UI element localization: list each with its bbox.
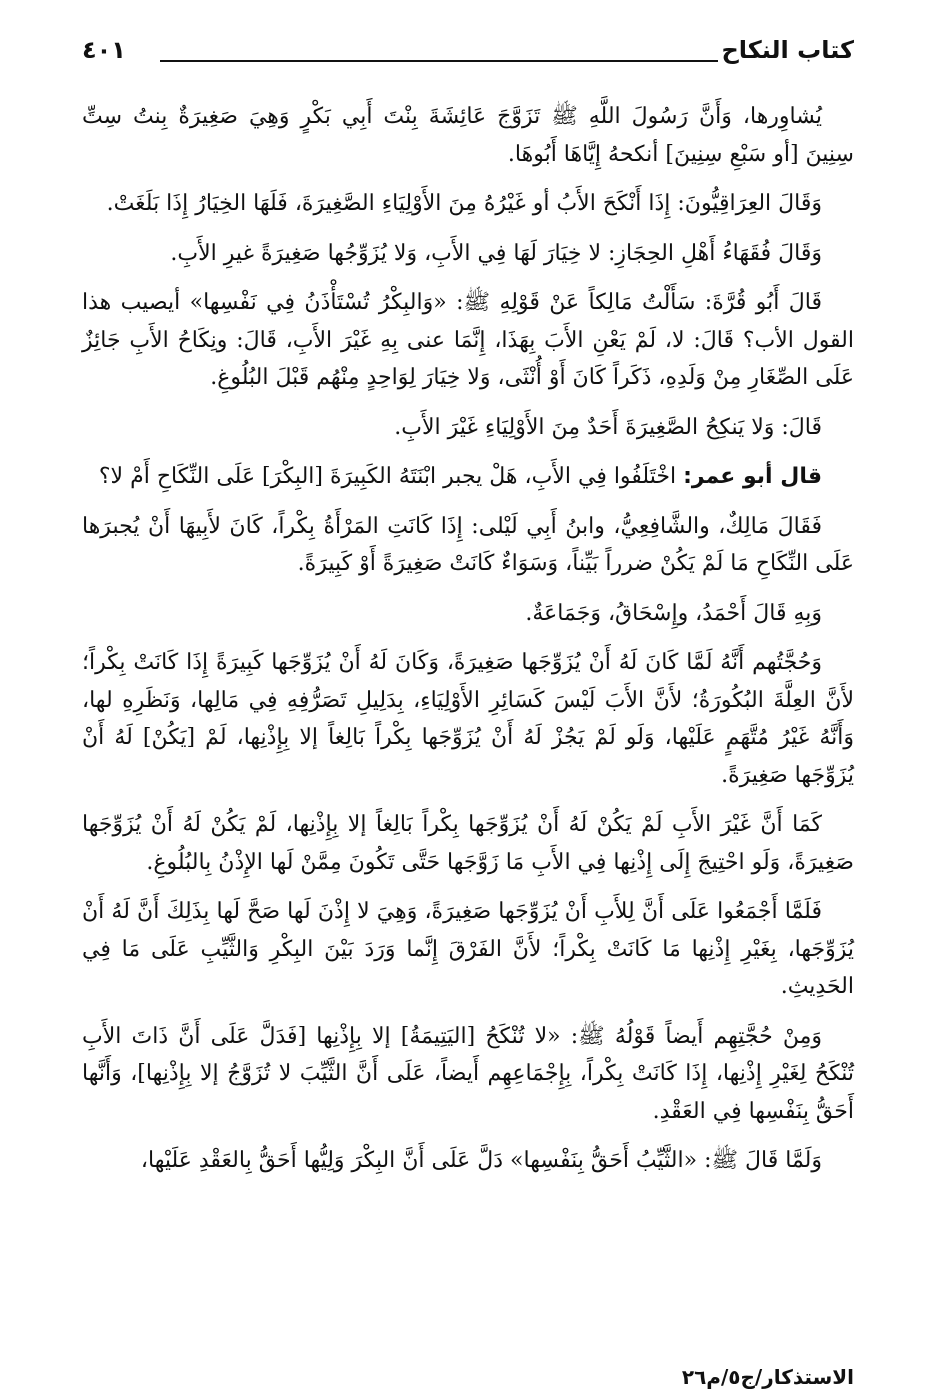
- paragraph-text: قَالَ أَبُو قُرَّةَ: سَأَلْتُ مَالِكاً عَنْ قَوْلِهِ ﷺ: «وَالبِكْرُ تُسْتَأْذَنُ فِي نَفْسِها» أيصيب هذا القول الأب؟ قَالَ: لا، لَمْ يَعْنِ الأَبَ بِهَذَا، إِنَّمَا عنى بِهِ غَيْرَ الأَبِ، قَالَ: ونِكَاحُ الأَبِ جَائِزٌ عَلَى الصِّغَارِ مِنْ وَلَدِهِ، ذَكَراً كَانَ أَوْ أُنْثَى، وَلا خِيَارَ لِوَاحِدٍ مِنْهُم قَبْلَ البُلُوغِ.: [82, 290, 854, 390]
- chapter-title: كتاب النكاح: [721, 36, 854, 64]
- paragraph: [82, 98, 854, 173]
- paragraph: [82, 508, 854, 583]
- body-text: [82, 98, 854, 1192]
- paragraph: [82, 1018, 854, 1131]
- paragraph: [82, 644, 854, 794]
- paragraph-text: اخْتَلَفُوا فِي الأَبِ، هَلْ يجبر ابْنَتَهُ الكَبِيرَةَ [البِكْرَ] عَلَى النِّكَاحِ أَمْ لا؟: [98, 464, 684, 489]
- paragraph: [82, 458, 854, 496]
- paragraph: [82, 409, 854, 447]
- paragraph: [82, 1142, 854, 1180]
- paragraph: [82, 806, 854, 881]
- paragraph-text: وَبِهِ قَالَ أَحْمَدُ، وإِسْحَاقُ، وَجَمَاعَةٌ.: [525, 600, 822, 626]
- paragraph-text: وَلَمَّا قَالَ ﷺ: «الثَّيِّبُ أَحَقُّ بِنَفْسِها» دَلَّ عَلَى أَنَّ البِكْرَ وَلِيُّها أَحَقُّ بِالعَقْدِ عَلَيْها،: [140, 1148, 822, 1173]
- page-number: ٤٠١: [82, 36, 126, 64]
- paragraph-text: كَمَا أَنَّ غَيْرَ الأَبِ لَمْ يَكُنْ لَهُ أَنْ يُزَوِّجَها بِكْراً بَالِغاً إلا بِإِذْنِها، لَمْ يَكُنْ لَهُ أَنْ يُزَوِّجَها صَغِيرَةً، وَلَو احْتِيجَ إِلَى إِذْنِها فِي الأَبِ مَا زَوَّجَها حَتَّى تَكُونَ مِمَّنْ لَها الإِذْنُ بِالبُلُوغِ.: [82, 812, 854, 875]
- paragraph-lead: قال أبو عمر:: [683, 464, 822, 489]
- paragraph-text: فَقَالَ مَالِكٌ، والشَّافِعِيُّ، وابنُ أَبِي لَيْلى: إِذَا كَانَتِ المَرْأَةُ بِكْراً، كَانَ لأَبِيهَا أَنْ يُجبرَها عَلَى النِّكَاحِ مَا لَمْ يَكُنْ ضرراً بَيِّناً، وَسَوَاءٌ كَانَتْ صَغِيرَةً أَوْ كَبِيرَةً.: [82, 513, 854, 576]
- paragraph: [82, 185, 854, 223]
- header-rule: [160, 60, 718, 62]
- page-footer: [82, 1365, 854, 1389]
- page-header: [82, 36, 854, 76]
- paragraph-text: قَالَ: وَلا يَنكِحُ الصَّغِيرَةَ أَحَدٌ مِنَ الأَوْلِيَاءِ غَيْرَ الأَبِ.: [394, 414, 822, 440]
- paragraph: [82, 595, 854, 633]
- paragraph: [82, 893, 854, 1006]
- signature-mark: الاستذكار/ج٥/م٢٦: [681, 1365, 854, 1389]
- paragraph-text: فَلَمَّا أَجْمَعُوا عَلَى أَنَّ لِلأَبِ أَنْ يُزَوِّجَها صَغِيرَةً، وَهِيَ لا إِذْنَ لَها صَحَّ لَها بِذَلِكَ أَنَّ لَهُ أَنْ يُزَوِّجَها، بِغَيْرِ إِذْنِها مَا كَانَتْ بِكْراً؛ لأَنَّ الفَرْقَ إِنَّما وَرَدَ بَيْنَ البِكْرِ وَالثَّيِّبِ عَلَى مَا فِي الحَدِيثِ.: [82, 899, 854, 999]
- paragraph: [82, 284, 854, 397]
- paragraph-text: يُشاوِرها، وَأَنَّ رَسُولَ اللَّهِ ﷺ تَزَوَّجَ عَائِشَةَ بِنْتَ أَبِي بَكْرٍ وَهِيَ صَغِيرَةٌ بِنتُ سِتِّ سِنِينَ [أو سَبْعِ سِنِينَ] أنكحهُ إِيَّاهَا أَبُوهَا.: [82, 104, 854, 167]
- paragraph: [82, 235, 854, 273]
- paragraph-text: وَقَالَ فُقَهَاءُ أَهْلِ الحِجَازِ: لا خِيَارَ لَهَا فِي الأَبِ، وَلا يُزَوِّجُها صَغِيرَةً غيرِ الأَبِ.: [170, 240, 822, 266]
- paragraph-text: وَمِنْ حُجَّتِهِم أَيضاً قَوْلُهُ ﷺ: «لا تُنْكَحُ [اليَتِيمَةُ] إلا بِإِذْنِها [فَدَلَّ عَلَى أَنَّ ذَاتَ الأَبِ تُنْكَحُ لِغَيْرِ إِذْنِها، إِذَا كَانَتْ بِكْراً، بِإِجْمَاعِهِم أَيضاً، عَلَى أَنَّ الثَّيِّبَ لا تُزَوَّجُ إلا بِإِذْنِها]، وَأَنَّها أَحَقُّ بِنَفْسِها فِي العَقْدِ.: [82, 1023, 854, 1124]
- paragraph-text: وَقَالَ العِرَاقِيُّونَ: إِذَا أَنْكَحَ الأَبُ أو غَيْرُهُ مِنَ الأَوْلِيَاءِ الصَّغِيرَةَ، فَلَهَا الخِيَارُ إِذَا بَلَغَتْ.: [106, 191, 822, 216]
- paragraph-text: وَحُجَّتُهم أَنَّهُ لَمَّا كَانَ لَهُ أَنْ يُزَوِّجَها صَغِيرَةً، وَكَانَ لَهُ أَنْ يُزَوِّجَها كَبِيرَةً إِذَا كَانَتْ بِكْراً؛ لأَنَّ العِلَّةَ البُكُورَةُ؛ لأَنَّ الأَبَ لَيْسَ كَسَائِرِ الأَوْلِيَاءِ، بِدَلِيلِ تَصَرُّفِهِ فِي مَالِها، وَنَظَرِهِ لها، وَأَنَّهُ غَيْرُ مُتَّهَمٍ عَلَيْها، وَلَو لَمْ يَجُزْ لَهُ أَنْ يُزَوِّجَها بِكْراً بَالِغاً إلا بِإِذْنِها، لَمْ [يَكُنْ] لَهُ أَنْ يُزَوِّجَها صَغِيرَةً.: [82, 650, 854, 788]
